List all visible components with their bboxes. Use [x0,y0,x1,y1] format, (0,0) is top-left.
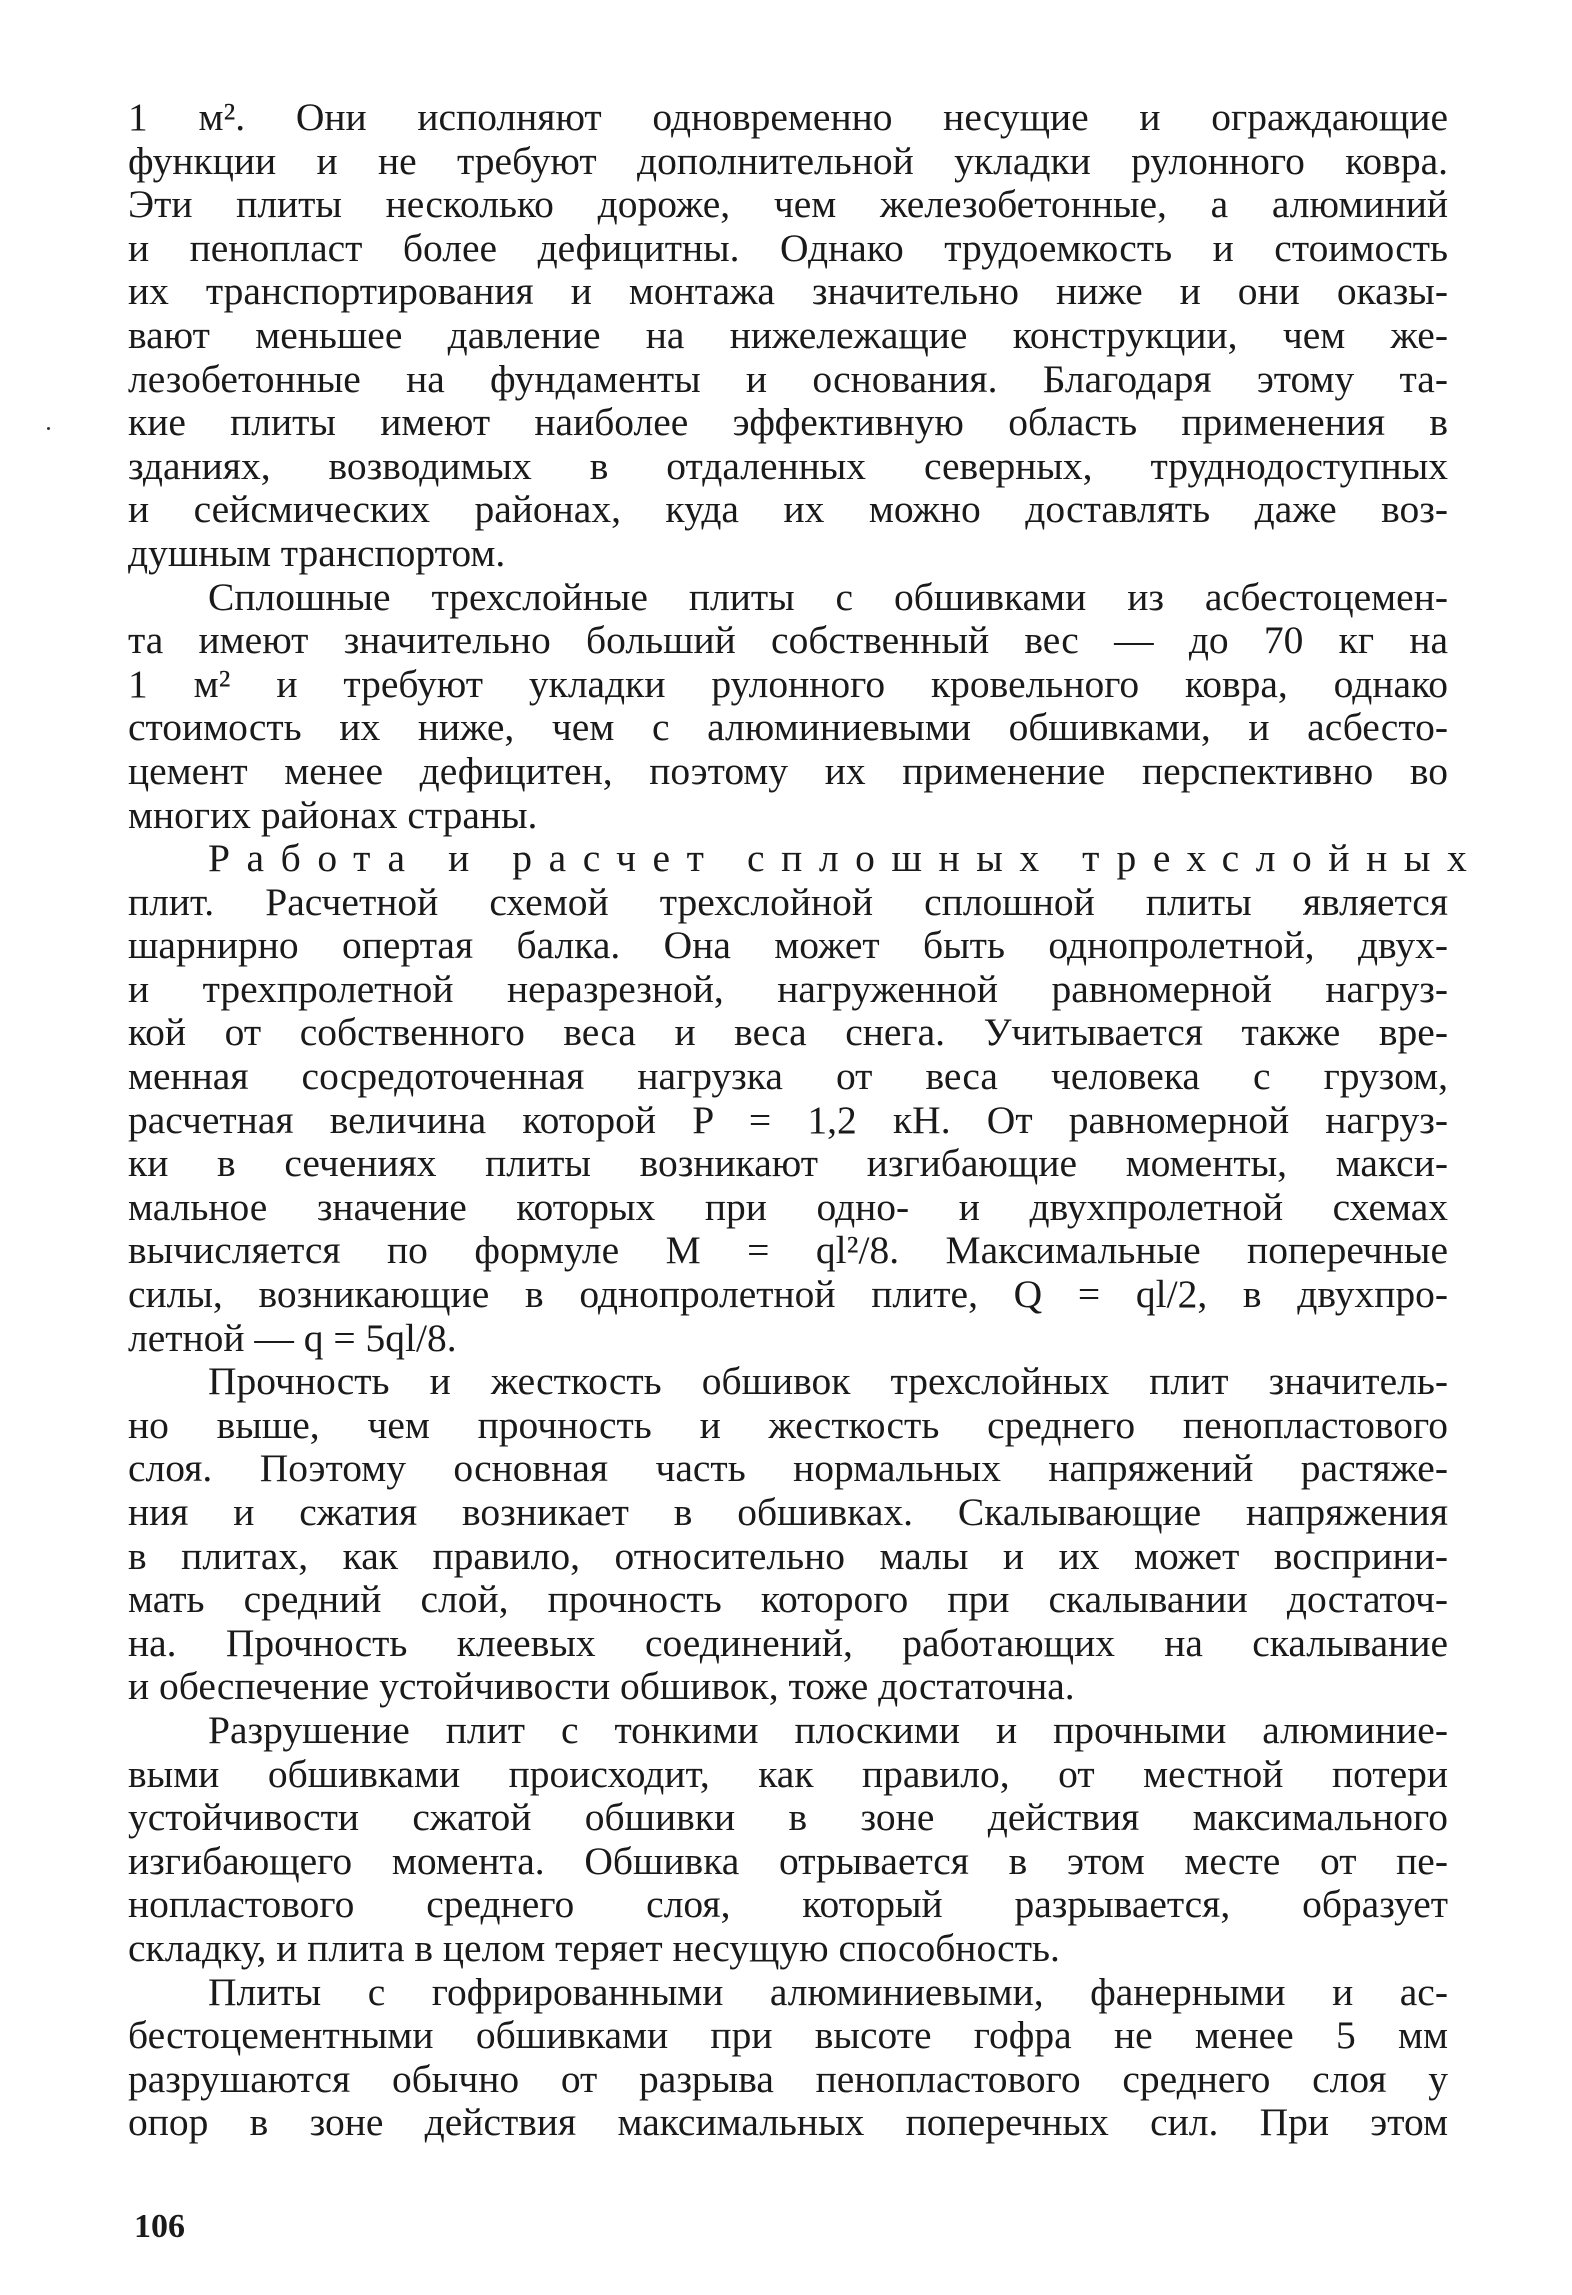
text-line: зданиях, возводимых в отдаленных северных, труднодоступных [128,443,1448,488]
text-line: опор в зоне действия максимальных поперечных сил. При этом [128,2100,1448,2145]
text-line: разрушаются обычно от разрыва пенопластового среднего слоя у [128,2056,1448,2101]
text-line: вают меньшее давление на нижележащие конструкции, чем же- [128,312,1448,357]
text-line: силы, возникающие в однопролетной плите, Q = ql/2, в двухпро- [128,1272,1448,1317]
text-line: Плиты с гофрированными алюминиевыми, фанерными и ас- [208,1969,1448,2014]
text-line: 1 м². Они исполняют одновременно несущие и ограждающие [128,95,1448,139]
text-line: нопластового среднего слоя, который разрывается, образует [128,1882,1448,1927]
text-line: Сплошные трехслойные плиты с обшивками из асбестоцемен- [208,574,1448,619]
text-line: мальное значение которых при одно- и двухпролетной схемах [128,1184,1448,1229]
text-line: бестоцементными обшивками при высоте гофра не менее 5 мм [128,2013,1448,2058]
text-line: та имеют значительно больший собственный вес — до 70 кг на [128,618,1448,663]
text-line: складку, и плита в целом теряет несущую способность. [128,1925,1060,1970]
text-line: выми обшивками происходит, как правило, от местной потери [128,1751,1448,1796]
paragraph-4 [128,1360,1448,1709]
text-line: плит. Расчетной схемой трехслойной сплошной плиты является [128,879,1448,924]
print-speck [47,427,50,430]
text-line: ния и сжатия возникает в обшивках. Скалывающие напряжения [128,1490,1448,1534]
text-line: Эти плиты несколько дороже, чем железобетонные, а алюминий [128,182,1448,227]
text-line: их транспортирования и монтажа значительно ниже и они оказы- [128,269,1448,314]
text-line: шарнирно опертая балка. Она может быть однопролетной, двух- [128,923,1448,968]
text-line: изгибающего момента. Обшивка отрывается в этом месте от пе- [128,1838,1448,1883]
paragraph-1 [128,96,1448,576]
text-line: ки в сечениях плиты возникают изгибающие моменты, макси- [128,1141,1448,1186]
paragraph-6 [128,1971,1448,2145]
text-line: летной — q = 5ql/8. [128,1315,457,1360]
text-line: лезобетонные на фундаменты и основания. Благодаря этому та- [128,356,1448,401]
text-line: вычисляется по формуле M = ql²/8. Максимальные поперечные [128,1228,1448,1273]
text-line: многих районах страны. [128,792,538,837]
text-line: мать средний слой, прочность которого при скалывании достаточ- [128,1577,1448,1622]
text-line: 1 м² и требуют укладки рулонного кровельного ковра, однако [128,661,1448,706]
text-line: цемент менее дефицитен, поэтому их применение перспективно во [128,748,1448,793]
text-line: и трехпролетной неразрезной, нагруженной равномерной нагруз- [128,966,1448,1011]
text-line: кой от собственного веса и веса снега. Учитывается также вре- [128,1010,1448,1055]
text-line: и сейсмических районах, куда их можно доставлять даже воз- [128,487,1448,532]
text-line: и обеспечение устойчивости обшивок, тоже достаточна. [128,1664,1075,1709]
text-line: и пенопласт более дефицитны. Однако трудоемкость и стоимость [128,225,1448,270]
text-line: на. Прочность клеевых соединений, работающих на скалывание [128,1620,1448,1665]
text-line: душным транспортом. [128,530,506,575]
page-body [128,95,1484,2145]
text-line: кие плиты имеют наиболее эффективную область применения в [128,400,1448,445]
text-line: расчетная величина которой P = 1,2 кН. От равномерной нагруз- [128,1097,1448,1142]
paragraph-3 [128,836,1484,1360]
text-line: функции и не требуют дополнительной укладки рулонного ковра. [128,138,1448,183]
text-line: но выше, чем прочность и жесткость среднего пенопластового [128,1402,1448,1447]
text-line: Разрушение плит с тонкими плоскими и прочными алюминие- [208,1707,1448,1752]
text-line: слоя. Поэтому основная часть нормальных напряжений растяже- [128,1446,1448,1491]
page-number: 106 [134,2208,185,2245]
paragraph-2 [128,576,1448,838]
text-line: менная сосредоточенная нагрузка от веса человека с грузом, [128,1054,1448,1099]
section-heading-inline: Работа и расчет сплошных трехслойных [208,836,1484,881]
text-line: в плитах, как правило, относительно малы и их может восприни- [128,1533,1448,1578]
text-line: стоимость их ниже, чем с алюминиевыми обшивками, и асбесто- [128,705,1448,750]
text-line: устойчивости сжатой обшивки в зоне действия максимального [128,1795,1448,1840]
text-line: Прочность и жесткость обшивок трехслойных плит значитель- [208,1359,1448,1404]
paragraph-5 [128,1709,1448,1971]
